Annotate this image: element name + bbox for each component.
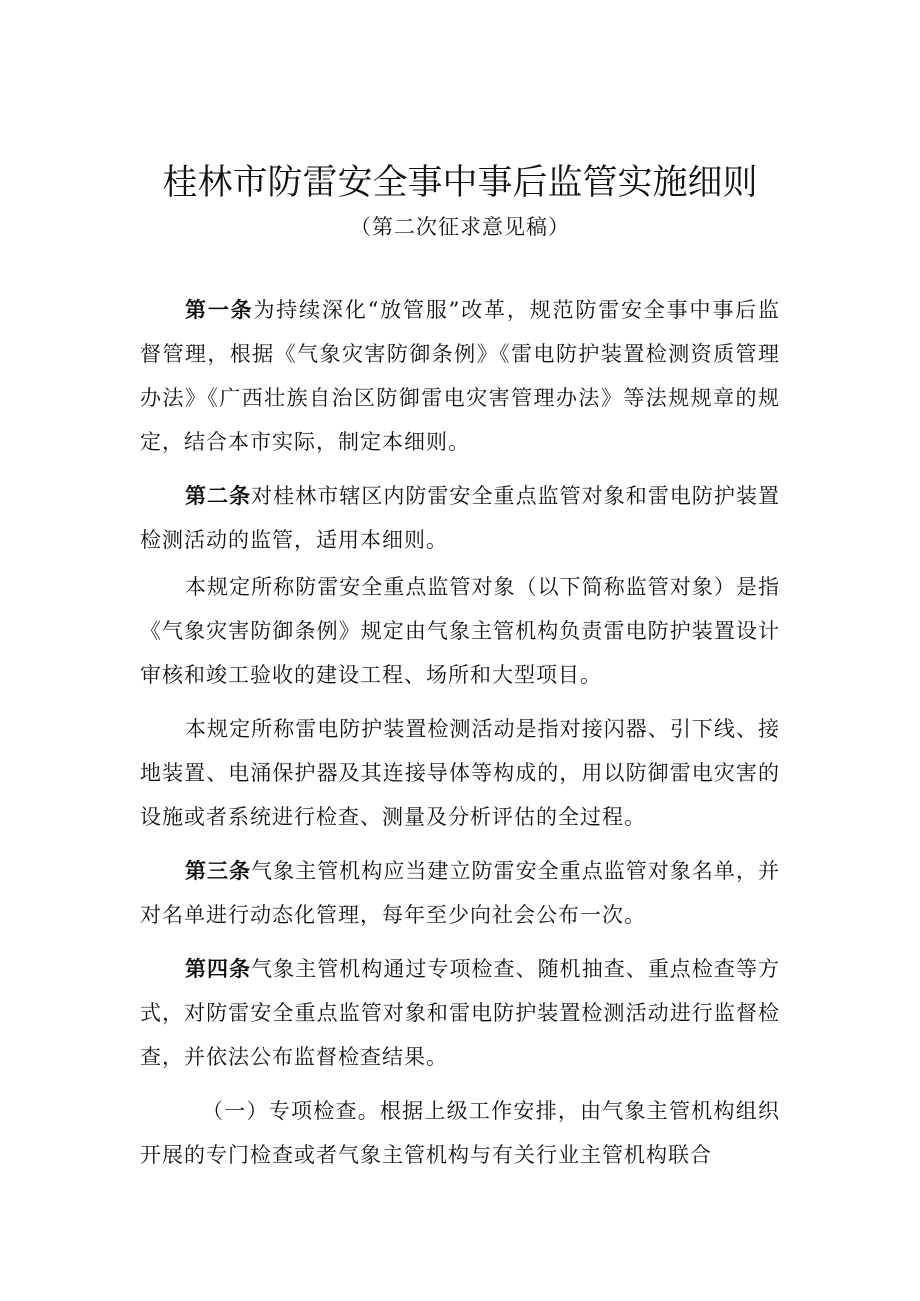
document-title: 桂林市防雷安全事中事后监管实施细则 [162, 163, 758, 203]
paragraph-text: （一）专项检查。根据上级工作安排，由气象主管机构组织开展的专门检查或者气象主管机构与有关行业主管机构联合 [140, 1099, 780, 1167]
article-number: 第三条 [185, 859, 252, 883]
paragraph-article-1 [140, 288, 780, 464]
paragraph-text: 气象主管机构通过专项检查、随机抽查、重点检查等方式，对防雷安全重点监管对象和雷电防护装置检测活动进行监督检查，并依法公布监督检查结果。 [140, 957, 781, 1069]
document-subtitle: （第二次征求意见稿） [350, 215, 570, 239]
paragraph-text: 对桂林市辖区内防雷安全重点监管对象和雷电防护装置检测活动的监管，适用本细则。 [140, 484, 781, 552]
paragraph-article-2 [140, 474, 780, 562]
article-number: 第二条 [185, 484, 252, 508]
article-number: 第四条 [185, 957, 252, 981]
article-number: 第一条 [185, 298, 254, 322]
paragraph-text: 为持续深化“放管服”改革，规范防雷安全事中事后监督管理，根据《气象灾害防御条例》《雷电防护装置检测资质管理办法》《广西壮族自治区防御雷电灾害管理办法》等法规规章的规定，结合本市实际，制定本细则。 [140, 298, 780, 454]
paragraph-item-1 [140, 1089, 780, 1177]
paragraph-text: 本规定所称防雷安全重点监管对象（以下简称监管对象）是指《气象灾害防御条例》规定由气象主管机构负责雷电防护装置设计审核和竣工验收的建设工程、场所和大型项目。 [140, 575, 780, 687]
paragraph-definition-1 [140, 565, 780, 697]
paragraph-article-4 [140, 947, 780, 1079]
paragraph-text: 本规定所称雷电防护装置检测活动是指对接闪器、引下线、接地装置、电涌保护器及其连接导体等构成的，用以防御雷电灾害的设施或者系统进行检查、测量及分析评估的全过程。 [140, 717, 780, 829]
paragraph-definition-2 [140, 707, 780, 839]
document-body [140, 288, 780, 1177]
paragraph-text: 气象主管机构应当建立防雷安全重点监管对象名单，并对名单进行动态化管理，每年至少向社会公布一次。 [140, 859, 781, 927]
paragraph-article-3 [140, 849, 780, 937]
